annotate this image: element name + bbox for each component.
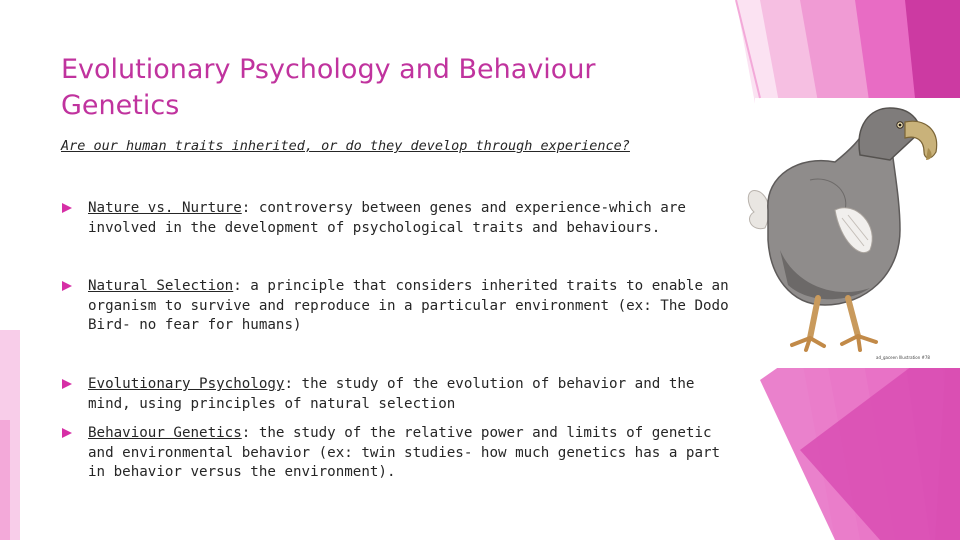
bullet-text: : the study of the relative power and limits of genetic and environmental behavior (ex: twin studies- how much genetics has a part in behavior versus the environment). [88, 425, 721, 480]
bullet-text: : a principle that considers inherited traits to enable an organism to survive and reproduce in a particular environment (ex: The Dodo Bird- no fear for humans) [88, 278, 729, 333]
dodo-bird-illustration [740, 100, 960, 365]
triangle-right-icon [61, 378, 73, 390]
bullet-term: Nature vs. Nurture [88, 200, 242, 216]
bullet-item-nature-nurture [61, 199, 731, 238]
triangle-right-icon [61, 427, 73, 439]
bullet-term: Evolutionary Psychology [88, 376, 285, 392]
triangle-right-icon [61, 280, 73, 292]
bullet-item-evolutionary-psychology [61, 375, 731, 414]
slide-subtitle: Are our human traits inherited, or do they develop through experience? [61, 138, 630, 154]
bullet-text: : the study of the evolution of behavior and the mind, using principles of natural selection [88, 376, 695, 412]
bullet-term: Natural Selection [88, 278, 234, 294]
bullet-text: : controversy between genes and experience-which are involved in the development of psychological traits and behaviours. [88, 200, 686, 236]
bullet-item-behaviour-genetics [61, 424, 731, 483]
bullet-item-natural-selection [61, 277, 731, 336]
slide-title: Evolutionary Psychology and Behaviour Genetics [61, 54, 596, 121]
bullet-term: Behaviour Genetics [88, 425, 242, 441]
triangle-right-icon [61, 202, 73, 214]
image-credit: ad_gaceen Illustration #78 [876, 355, 930, 360]
